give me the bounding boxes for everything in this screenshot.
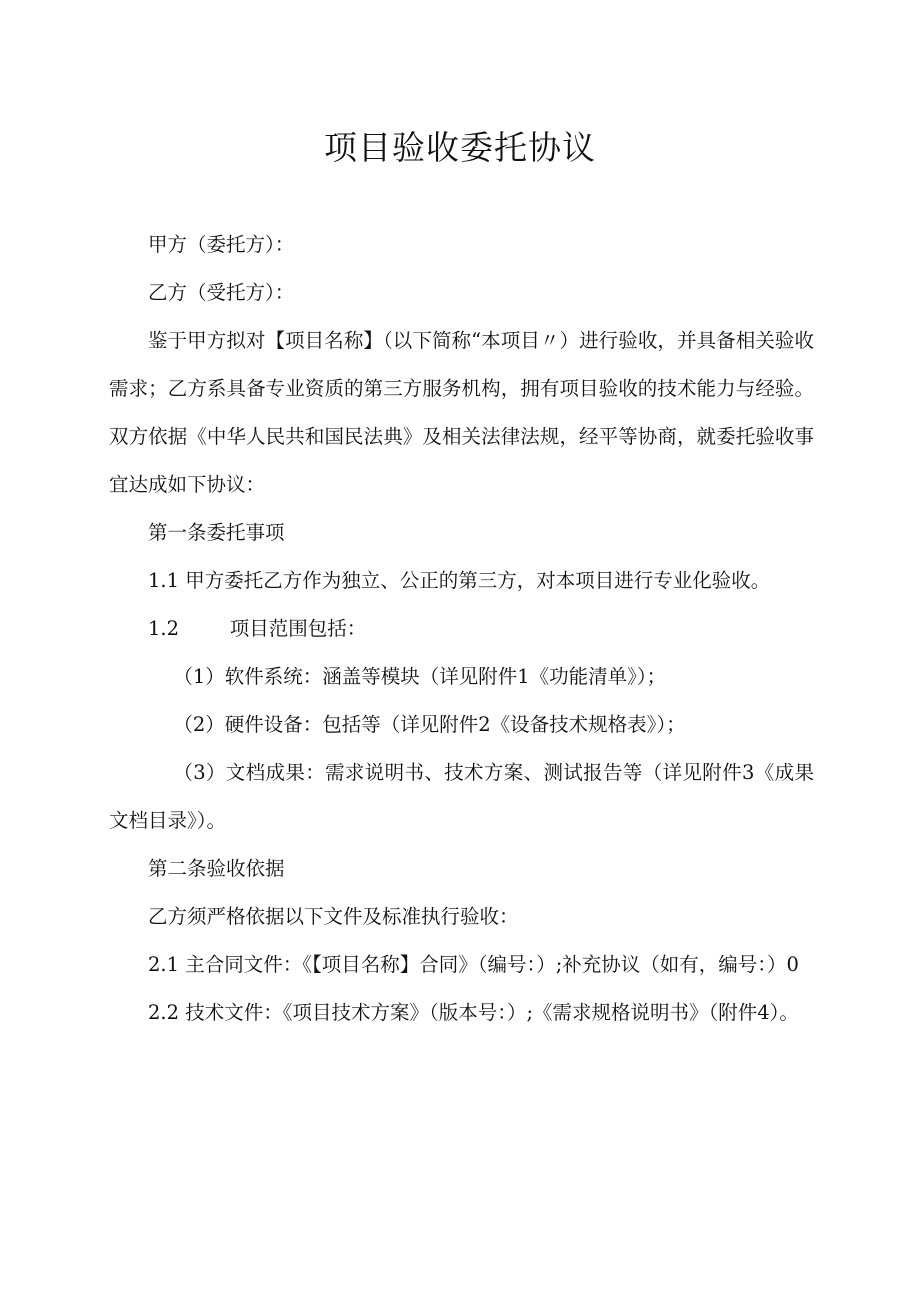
article-2-heading: 第二条验收依据 [148,857,285,880]
clause-1-2 [109,605,814,653]
party-a-line: 甲方（委托方）： [148,233,295,256]
article-1-heading: 第一条委托事项 [148,521,285,544]
clause-1-1: 1.1 甲方委托乙方作为独立、公正的第三方，对本项目进行专业化验收。 [148,569,771,592]
clause-2-2: 2.2 技术文件：《项目技术方案》（版本号：）;《需求规格说明书》（附件4）。 [148,1001,799,1024]
scope-item-software: （1）软件系统：涵盖等模块（详见附件1《功能清单》）； [173,665,667,688]
article-2-intro: 乙方须严格依据以下文件及标准执行验收： [148,905,519,928]
scope-item-hardware: （2）硬件设备：包括等（详见附件2《设备技术规格表》）； [173,713,686,736]
preamble-paragraph: 鉴于甲方拟对【项目名称】（以下简称“本项目〃）进行验收，并具备相关验收需求；乙方系具备专业资质的第三方服务机构，拥有项目验收的技术能力与经验。双方依据《中华人民共和国民法典》及相关法律法规，经平等协商，就委托验收事宜达成如下协议： [109,329,814,496]
document-body [109,221,814,1037]
clause-1-2-number: 1.2 [148,617,180,640]
clause-2-1: 2.1 主合同文件：《【项目名称】合同》（编号：）;补充协议（如有，编号：）0 [148,953,799,976]
party-b-line: 乙方（受托方）： [148,281,295,304]
clause-1-2-text: 项目范围包括： [229,617,367,640]
scope-item-documents: （3）文档成果：需求说明书、技术方案、测试报告等（详见附件3《成果文档目录》）。 [109,761,814,832]
document-title: 项目验收委托协议 [324,128,596,167]
